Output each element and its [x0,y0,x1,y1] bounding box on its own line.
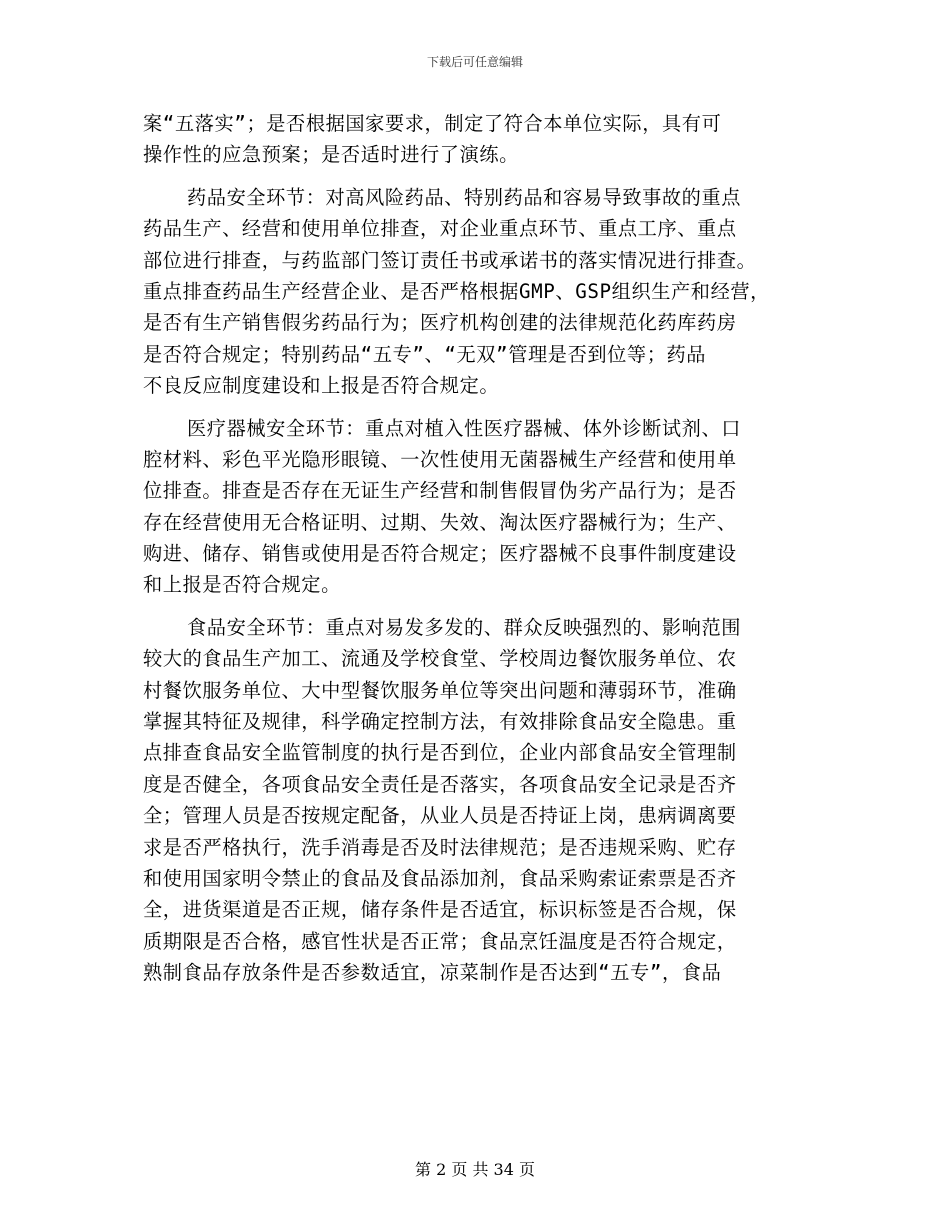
text-line: 购进、储存、销售或使用是否符合规定；医疗器械不良事件制度建设 [143,542,737,566]
text-line: 医疗器械安全环节：重点对植入性医疗器械、体外诊断试剂、口 [187,416,742,440]
text-line: 案“五落实”；是否根据国家要求，制定了符合本单位实际，具有可 [143,112,722,135]
document-body [143,108,823,989]
text-line: 全，进货渠道是否正规，储存条件是否适宜，标识标签是否合规，保 [143,898,737,922]
text-line: 重点排查药品生产经营企业、是否严格根据GMP、GSP组织生产和经营， [143,279,770,303]
text-line: 不良反应制度建设和上报是否符合规定。 [143,374,500,398]
text-line: 质期限是否合格，感官性状是否正常；食品烹饪温度是否符合规定， [143,929,737,953]
text-line: 点排查食品安全监管制度的执行是否到位，企业内部食品安全管理制 [143,741,737,765]
text-line: 是否有生产销售假劣药品行为；医疗机构创建的法律规范化药库药房 [143,311,737,335]
text-line: 度是否健全，各项食品安全责任是否落实，各项食品安全记录是否齐 [143,772,737,796]
text-line: 是否符合规定；特别药品“五专”、“无双”管理是否到位等；药品 [143,342,707,366]
page-header: 下载后可任意编辑 [426,55,523,69]
text-line: 部位进行排查，与药监部门签订责任书或承诺书的落实情况进行排查。 [143,248,757,272]
text-line: 和使用国家明令禁止的食品及食品添加剂，食品采购索证索票是否齐 [143,866,737,890]
text-line: 药品安全环节：对高风险药品、特别药品和容易导致事故的重点 [187,185,742,209]
text-line: 和上报是否符合规定。 [143,573,341,597]
text-line: 求是否严格执行，洗手消毒是否及时法律规范；是否违规采购、贮存 [143,835,737,859]
text-line: 存在经营使用无合格证明、过期、失效、淘汰医疗器械行为；生产、 [143,510,737,534]
text-line: 腔材料、彩色平光隐形眼镜、一次性使用无菌器械生产经营和使用单 [143,447,737,471]
text-line: 食品安全环节：重点对易发多发的、群众反映强烈的、影响范围 [187,615,742,639]
text-line: 掌握其特征及规律，科学确定控制方法，有效排除食品安全隐患。重 [143,710,737,734]
text-line: 位排查。排查是否存在无证生产经营和制售假冒伪劣产品行为；是否 [143,479,737,503]
text-line: 操作性的应急预案；是否适时进行了演练。 [143,143,519,167]
text-line: 全；管理人员是否按规定配备，从业人员是否持证上岗，患病调离要 [143,804,737,828]
text-line: 村餐饮服务单位、大中型餐饮服务单位等突出问题和薄弱环节，准确 [143,678,737,702]
text-line: 药品生产、经营和使用单位排查，对企业重点环节、重点工序、重点 [143,217,737,241]
page-number: 第 2 页 共 34 页 [415,1160,535,1179]
text-line: 较大的食品生产加工、流通及学校食堂、学校周边餐饮服务单位、农 [143,647,737,671]
text-line: 熟制食品存放条件是否参数适宜，凉菜制作是否达到“五专”，食品 [143,961,722,985]
